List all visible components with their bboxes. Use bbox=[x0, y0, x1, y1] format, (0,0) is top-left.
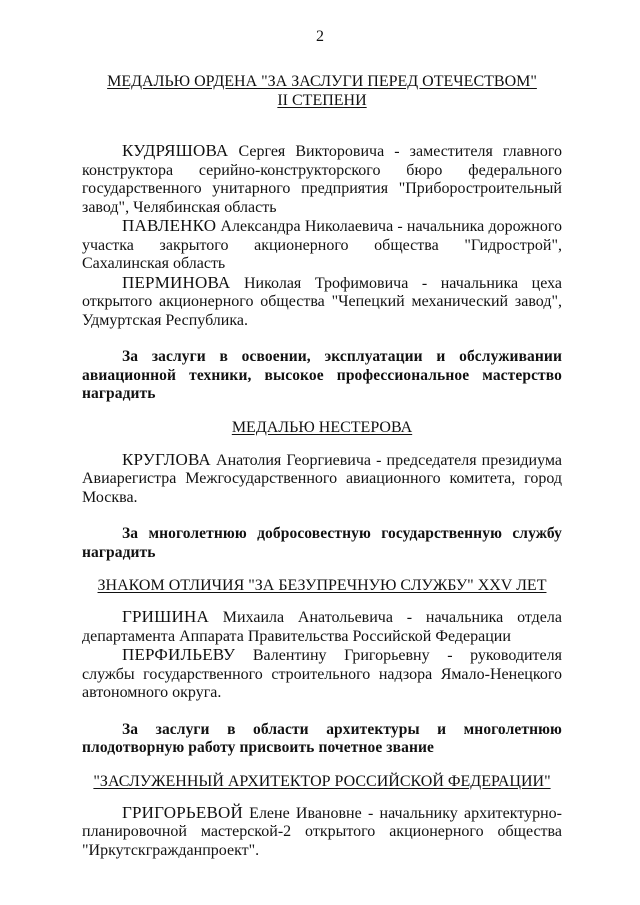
award-citation: За заслуги в области архитектуры и многолетнюю плодотворную работу присвоить почетное звание bbox=[82, 720, 562, 756]
awardee-entry bbox=[82, 804, 562, 861]
award-citation: За заслуги в освоении, эксплуатации и обслуживании авиационной техники, высокое профессиональное мастерство наградить bbox=[82, 348, 562, 402]
award-citation: За многолетнюю добросовестную государственную службу наградить bbox=[82, 525, 562, 561]
awardee-surname: КРУГЛОВА bbox=[122, 449, 211, 469]
awardee-surname: ПАВЛЕНКО bbox=[122, 216, 217, 235]
awardee-details: Михаила Анатольевича - начальника отдела департамента Аппарата Правительства Российской Федерации bbox=[82, 609, 562, 645]
award-heading-line: МЕДАЛЬЮ ОРДЕНА "ЗА ЗАСЛУГИ ПЕРЕД ОТЕЧЕСТВОМ" bbox=[107, 73, 537, 90]
awardee-entry bbox=[82, 217, 562, 274]
award-heading-line: ЗНАКОМ ОТЛИЧИЯ "ЗА БЕЗУПРЕЧНУЮ СЛУЖБУ" XXV ЛЕТ bbox=[97, 577, 547, 594]
award-heading-line: МЕДАЛЬЮ НЕСТЕРОВА bbox=[231, 418, 413, 436]
awardee-surname: ГРИГОРЬЕВОЙ bbox=[122, 802, 243, 822]
award-heading-line: "ЗАСЛУЖЕННЫЙ АРХИТЕКТОР РОССИЙСКОЙ ФЕДЕРАЦИИ" bbox=[93, 772, 551, 790]
awardee-details: Валентину Григорьевну - руководителя службы государственного строительного надзора Ямало-Ненецкого автономного округа. bbox=[82, 647, 562, 701]
award-heading-nesterov-medal bbox=[82, 418, 562, 437]
awardee-details: Сергея Викторовича - заместителя главного конструктора серийно-конструкторского бюро федерального государственного унитарного предприятия "Приборостроительный завод", Челябинская область bbox=[82, 143, 562, 216]
award-heading-service-badge bbox=[82, 576, 562, 595]
awardee-entry bbox=[82, 142, 562, 217]
awardee-details: Анатолия Георгиевича - председателя президиума Авиарегистра Межгосударственного авиационного комитета, город Москва. bbox=[82, 451, 562, 506]
awardee-entry bbox=[82, 451, 562, 508]
awardee-details: Николая Трофимовича - начальника цеха открытого акционерного общества "Чепецкий механический завод", Удмуртская Республика. bbox=[82, 274, 562, 329]
awardee-surname: ПЕРФИЛЬЕВУ bbox=[122, 645, 236, 664]
page-number: 2 bbox=[316, 28, 324, 45]
awardee-surname: КУДРЯШОВА bbox=[122, 141, 229, 160]
awardee-details: Елене Ивановне - начальнику архитектурно-планировочной мастерской-2 открытого акционерного общества "Иркутскгражданпроект". bbox=[82, 804, 562, 859]
award-heading-line: II СТЕПЕНИ bbox=[277, 92, 367, 109]
awardee-surname: ГРИШИНА bbox=[122, 607, 209, 626]
document-body bbox=[82, 72, 562, 860]
award-heading-order-merit bbox=[82, 72, 562, 110]
awardee-entry bbox=[82, 274, 562, 331]
awardee-surname: ПЕРМИНОВА bbox=[122, 272, 231, 292]
awardee-entry bbox=[82, 646, 562, 703]
awardee-entry bbox=[82, 608, 562, 646]
awardee-details: Александра Николаевича - начальника дорожного участка закрытого акционерного общества "Гидрострой", Сахалинская область bbox=[82, 218, 562, 272]
award-heading-honored-architect bbox=[82, 772, 562, 791]
